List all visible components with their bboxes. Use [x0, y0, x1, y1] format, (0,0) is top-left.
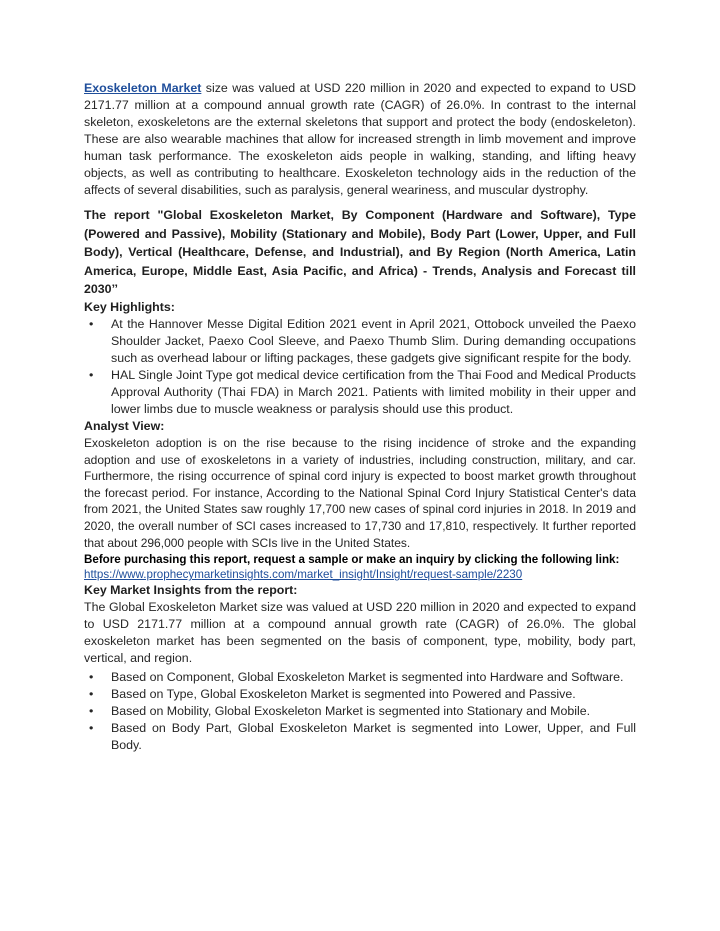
report-title: The report "Global Exoskeleton Market, By Component (Hardware and Software), Type (Powered and Passive), Mobility (Stationary and Mobile), Body Part (Lower, Upper, and Full Body), Vertical (Healthcare, Defense, and Industrial), and By Region (North America, Latin America, Europe, Middle East, Asia Pacific, and Africa) - Trends, Analysis and Forecast till 2030’’ [84, 208, 636, 297]
analyst-view-text: Exoskeleton adoption is on the rise because to the rising incidence of stroke and the expanding adoption and use of exoskeletons in a variety of industries, including construction, military, and car. Furthermore, the rising occurrence of spinal cord injury is expected to boost market growth throughout the forecast period. For instance, According to the National Spinal Cord Injury Statistical Center's data from 2021, the United States saw roughly 17,700 new cases of spinal cord injuries in 2018. In 2019 and 2020, the overall number of SCI cases increased to 17,730 and 17,810, respectively. It further reported that about 296,000 people with SCIs live in the United States. [84, 435, 636, 550]
key-insights-text: The Global Exoskeleton Market size was valued at USD 220 million in 2020 and expected to expand to USD 2171.77 million at a compound annual growth rate (CAGR) of 26.0%. The global exoskeleton market has been segmented on the basis of component, type, mobility, body part, vertical, and region. [84, 600, 636, 666]
bullet-icon: • [89, 704, 94, 719]
bullet-icon: • [89, 687, 94, 702]
key-highlights-heading: Key Highlights: [84, 299, 175, 314]
list-item: • Based on Component, Global Exoskeleton Market is segmented into Hardware and Software. [89, 670, 624, 685]
cta-text: Before purchasing this report, request a sample or make an inquiry by clicking the following link: [84, 553, 620, 567]
key-highlights-list [84, 316, 636, 418]
list-item: • HAL Single Joint Type got medical device certification from the Thai Food and Medical Products Approval Authority (Thai FDA) in March 2021. Patients with limited mobility in their upper and lower limbs due to muscle weakness or paralysis should use this product. [89, 367, 636, 416]
bullet-icon: • [89, 670, 94, 685]
bullet-icon: • [89, 367, 94, 382]
document-page [84, 80, 636, 754]
analyst-view-heading: Analyst View: [84, 418, 165, 433]
bullet-icon: • [89, 721, 94, 736]
intro-paragraph [84, 80, 636, 199]
key-insights-list [84, 669, 636, 754]
key-insights-heading: Key Market Insights from the report: [84, 583, 298, 598]
exoskeleton-market-link[interactable]: Exoskeleton Market [84, 81, 202, 95]
list-item: • At the Hannover Messe Digital Edition 2021 event in April 2021, Ottobock unveiled the Paexo Shoulder Jacket, Paexo Cool Sleeve, and Paexo Thumb Slim. During demanding occupations such as overhead labour or lifting packages, these gadgets give significant respite for the body. [89, 316, 636, 365]
request-sample-link[interactable]: https://www.prophecymarketinsights.com/market_insight/Insight/request-sample/2230 [84, 568, 523, 582]
list-item: • Based on Body Part, Global Exoskeleton Market is segmented into Lower, Upper, and Full Body. [89, 721, 636, 753]
list-item: • Based on Mobility, Global Exoskeleton Market is segmented into Stationary and Mobile. [89, 704, 591, 719]
list-item: • Based on Type, Global Exoskeleton Market is segmented into Powered and Passive. [89, 687, 576, 702]
intro-text: size was valued at USD 220 million in 2020 and expected to expand to USD 2171.77 million at a compound annual growth rate (CAGR) of 26.0%. In contrast to the internal skeleton, exoskeletons are the external skeletons that support and protect the body (endoskeleton). These are also wearable machines that allow for increased strength in limb movement and improve human task performance. The exoskeleton aids people in walking, standing, and lifting heavy objects, as well as contributing to healthcare. Exoskeleton technology aids in the reduction of the affects of several disabilities, such as paralysis, general weariness, and muscular dystrophy. [84, 81, 636, 197]
bullet-icon: • [89, 316, 94, 331]
